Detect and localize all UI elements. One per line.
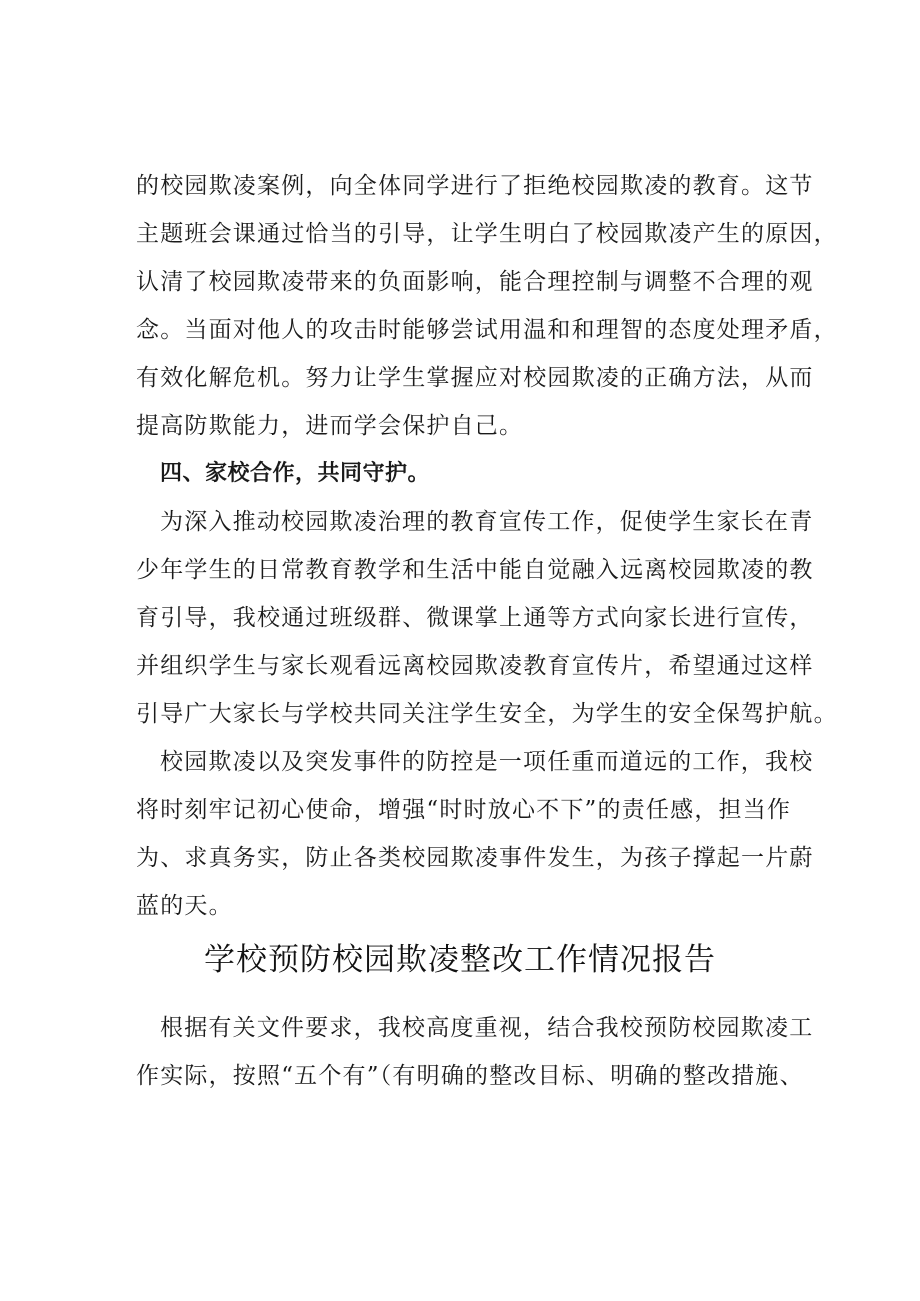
paragraph-line: 的校园欺凌案例，向全体同学进行了拒绝校园欺凌的教育。这节	[136, 173, 814, 199]
paragraph-line: 并组织学生与家长观看远离校园欺凌教育宣传片，希望通过这样	[136, 653, 814, 679]
paragraph-line: 主题班会课通过恰当的引导，让学生明白了校园欺凌产生的原因，	[136, 221, 838, 247]
paragraph-line: 校园欺凌以及突发事件的防控是一项任重而道远的工作，我校	[160, 749, 814, 775]
paragraph-line: 育引导，我校通过班级群、微课掌上通等方式向家长进行宣传，	[136, 605, 814, 631]
paragraph-line: 引导广大家长与学校共同关注学生安全，为学生的安全保驾护航。	[136, 701, 838, 727]
paragraph-line: 认清了校园欺凌带来的负面影响，能合理控制与调整不合理的观	[136, 269, 814, 295]
paragraph-line: 蓝的天。	[136, 893, 233, 919]
paragraph-line: 为深入推动校园欺凌治理的教育宣传工作，促使学生家长在青	[160, 509, 814, 535]
paragraph-line: 有效化解危机。努力让学生掌握应对校园欺凌的正确方法，从而	[136, 365, 814, 391]
paragraph-line: 根据有关文件要求，我校高度重视，结合我校预防校园欺凌工	[160, 1015, 814, 1041]
paragraph-line: 念。当面对他人的攻击时能够尝试用温和和理智的态度处理矛盾，	[136, 317, 838, 343]
paragraph-line: 将时刻牢记初心使命，增强“时时放心不下”的责任感，担当作	[136, 797, 792, 823]
report-title: 学校预防校园欺凌整改工作情况报告	[204, 942, 716, 978]
paragraph-line: 少年学生的日常教育教学和生活中能自觉融入远离校园欺凌的教	[136, 557, 814, 583]
paragraph-line: 为、求真务实，防止各类校园欺凌事件发生，为孩子撑起一片蔚	[136, 845, 814, 871]
section-heading: 四、家校合作，共同守护。	[160, 461, 431, 486]
paragraph-line: 作实际，按照“五个有”（有明确的整改目标、明确的整改措施、	[136, 1063, 804, 1089]
paragraph-line: 提高防欺能力，进而学会保护自己。	[136, 413, 524, 439]
